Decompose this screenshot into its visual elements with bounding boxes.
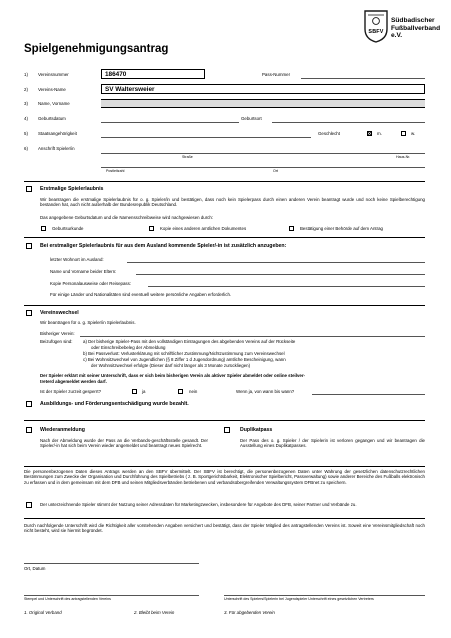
vereinswechsel-title: Vereinswechsel (40, 310, 79, 316)
pass-nummer-label: Pass-Nummer (262, 72, 291, 77)
gesperrt-nein-label: nein (189, 389, 198, 394)
ausland-checkbox[interactable] (26, 243, 32, 249)
geburtsdatum-line[interactable] (101, 122, 239, 123)
vereinswechsel-checkbox[interactable] (26, 310, 32, 316)
staatsangehoerigkeit-line[interactable] (101, 137, 311, 138)
verein-signature-line[interactable] (24, 595, 199, 596)
duplikatpass-checkbox[interactable] (224, 427, 230, 433)
pass-nummer-line[interactable] (301, 78, 425, 79)
copy-verein: 2. Bleibt beim Verein (134, 610, 175, 615)
section-divider (24, 237, 425, 238)
spieler-signature-label: Unterschrift des Spielers/Spielerin bei Jugendspieler Unterschrift eines gesetzlichen Vertreters (224, 597, 374, 601)
duplikatpass-title: Duplikatpass (240, 427, 273, 433)
geburtsort-line[interactable] (272, 122, 425, 123)
personalausweis-line[interactable] (148, 286, 425, 287)
duplikatpass-text: Der Pass des o. g. Spieler / der Spielerin ist verloren gegangen und wir beantragen die Ausstellung eines Duplikatpasses. (240, 438, 425, 449)
gesperrt-nein-checkbox[interactable] (178, 389, 183, 394)
geburtsurkunde-checkbox[interactable] (41, 226, 46, 231)
anlage-a-line1: a) Der bisherige Spieler-Pass mit den vollständigen Eintragungen des abgebenden Vereins auf der Rückseite (83, 339, 296, 344)
eltern-label: Name und Vorname beider Eltern: (50, 269, 117, 274)
row-number: 5) (24, 131, 28, 136)
sbfv-logo (363, 9, 389, 43)
name-vorname-label: Name, Vorname (38, 101, 70, 106)
anschrift-label: Anschrift Spieler/in (38, 146, 75, 151)
strasse-sublabel: Straße (182, 155, 193, 159)
gesperrt-ja-label: ja (142, 389, 146, 394)
name-vorname-field[interactable] (101, 99, 425, 108)
ausbildung-title: Ausbildungs- und Förderungsentschädigung wurde bezahlt. (40, 401, 189, 407)
verein-signature-label: Stempel und Unterschrift des antragstellenden Vereins (24, 597, 111, 601)
erstmalig-title: Erstmalige Spielerlaubnis (40, 186, 104, 192)
abmeldung-erklaerung-line1: Der Spieler erklärt mit seiner Unterschrift, dass er sich beim bisherigen Verein als aktiver Spieler abmeldet oder online steilver- (40, 373, 306, 378)
kopie-dokument-label: Kopie eines anderen amtlichen Dokumentes (160, 226, 247, 231)
staatsangehoerigkeit-label: Staatsangehörigkeit (38, 131, 77, 136)
wiederanmeldung-title: Wiederanmeldung (40, 427, 85, 433)
bisheriger-verein-label: Bisheriger Verein: (40, 331, 75, 336)
erstmalig-text: Wir beantragen die erstmalige Spielerlaubnis für o. g. Spieler/in und bestätigen, dass noch kein Spielerpass durch einen anderen Verein beantragt wurde und noch keine Spielberechtigung bestanden hat, auch nicht außerhalb der Bundesrepublik Deutschland. (40, 197, 425, 208)
gender-w-checkbox[interactable] (401, 131, 406, 136)
org-name-line2: Fußballverband e.V. (391, 25, 441, 40)
sperre-zeitraum-line[interactable] (312, 394, 425, 395)
geschlecht-label: Geschlecht (318, 131, 340, 136)
bestaetigung-text: Durch nachfolgende Unterschrift wird die Richtigkeit aller vorstehenden Angaben versichert und bestätigt, dass der Spieler Mitglied des antragstellenden Vereins ist. Soweit eine Vereinsmitgliedschaft noch nicht besteht, wird sie hiermit begründet. (24, 523, 425, 534)
ort-datum-label: Ort, Datum (24, 566, 46, 571)
marketing-consent-checkbox[interactable] (26, 502, 32, 508)
anlage-c-line2: der Wohnsitzwechsel erfolgte (Dieser darf nicht länger als 3 Monate zurückliegen) (91, 363, 251, 368)
section-divider (24, 518, 425, 519)
check-x-icon (367, 131, 372, 136)
personalausweis-label: Kopie Personalausweise oder Reisepass: (50, 281, 132, 286)
spieler-signature-line[interactable] (224, 595, 425, 596)
sbfv-shield-icon (363, 9, 389, 43)
geburtsort-label: Geburtsort (241, 116, 262, 121)
bestaetigung-behoerde-checkbox[interactable] (289, 226, 294, 231)
plz-sublabel: Postleitzahl (106, 169, 125, 173)
bestaetigung-behoerde-label: Bestätigung einer Behörde auf dem Antrag (300, 226, 383, 231)
vereinsnummer-field[interactable]: 186470 (101, 69, 205, 79)
org-name-line1: Südbadischer (391, 17, 435, 24)
gender-w-label: w. (411, 131, 416, 136)
geburtsdatum-label: Geburtsdatum (38, 116, 66, 121)
row-number: 6) (24, 146, 28, 151)
section-divider (24, 420, 425, 421)
vereinswechsel-text: Wir beantragen für o. g. Spieler/in Spielerlaubnis. (40, 320, 136, 325)
sperre-zeitraum-label: Wenn ja, von wann bis wann? (236, 389, 295, 394)
row-number: 2) (24, 87, 28, 92)
eltern-line[interactable] (136, 274, 425, 275)
plz-ort-line[interactable] (101, 167, 425, 168)
beizufuegen-label: Beizufügen sind: (40, 339, 73, 344)
geburtsurkunde-label: Geburtsurkunde (52, 226, 84, 231)
erstmalig-nachweis-text: Das angegebene Geburtsdatum und die Namensschreibweise wird nachgewiesen durch: (40, 215, 214, 220)
row-number: 1) (24, 72, 28, 77)
vereinsname-field[interactable]: SV Waltersweier (101, 84, 425, 94)
anlage-a-line2: oder Einschreibebeleg der Abmeldung (91, 345, 166, 350)
copy-abgebend: 3. Für abgebenden Verein (224, 610, 275, 615)
gender-m-label: m. (377, 131, 382, 136)
strasse-line[interactable] (101, 153, 425, 154)
page-title: Spielgenehmigungsantrag (24, 43, 169, 55)
bisheriger-verein-line[interactable] (80, 336, 425, 337)
marketing-consent-text: Der unterzeichnende Spieler stimmt der Nutzung seiner Adressdaten für Marketingzwecken, insbesondere für Angebote des DFB, seiner Partner und Verbände zu. (40, 502, 357, 507)
section-divider (24, 181, 425, 182)
gender-m-checkbox[interactable] (367, 131, 372, 136)
section-divider (24, 466, 425, 467)
ausbildung-checkbox[interactable] (26, 401, 32, 407)
anlage-b: b) Bei Passverlust: Verlusterklärung mit schriftlicher Zustimmung/Nichtzustimmung zum Vereinswechsel (83, 351, 285, 356)
wohnort-ausland-label: letzter Wohnort im Ausland: (50, 257, 104, 262)
kopie-dokument-checkbox[interactable] (149, 226, 154, 231)
ausland-hinweis: Für einige Länder und Nationalitäten sind eventuell weitere persönliche Angaben erforderlich. (50, 292, 232, 297)
logo-lettering: SBFV (368, 29, 384, 35)
row-number: 4) (24, 116, 28, 121)
gesperrt-label: Ist der Spieler zurzeit gesperrt? (40, 389, 102, 394)
erstmalig-checkbox[interactable] (26, 186, 32, 192)
datenschutz-text: Die personenbezogenen Daten dieses Antrags werden an den SBFV übermittelt. Der SBFV ist berechtigt, die personenbezogenen Daten unter Wahrung der gesetzlichen datenschutzrechtlichen Bestimmungen zum Zwecke der Organisation und Durchführung des Spielbetriebs ( z. B. Sportgerichtsbarkeit, Elektronischer Spielbericht, Passverwaltung) sowie anderer Bereiche des Fußballs elektronisch zu erfassen und in dem gemeinsam mit dem DFB und seinen Mitgliedsverbänden betriebenen und verbandsübergreifenden Verwaltungssystem DFBnet zu speichern. (24, 469, 425, 485)
vereinsnummer-label: Vereinsnummer (38, 72, 69, 77)
ort-datum-line[interactable] (24, 563, 199, 564)
abmeldung-erklaerung-line2: treterd abgemeldet werden darf. (40, 379, 107, 384)
ausland-title: Bei erstmaliger Spielerlaubnis für aus dem Ausland kommende Spieler/-in ist zusätzlich anzugeben: (40, 243, 287, 249)
wohnort-ausland-line[interactable] (127, 262, 425, 263)
wiederanmeldung-checkbox[interactable] (26, 427, 32, 433)
section-divider (24, 305, 425, 306)
hausnr-sublabel: Haus-Nr. (396, 155, 411, 159)
anlage-c-line1: c) Bei Wohnsitzwechsel von Jugendlichen (§ 8 Ziffer 1 d Jugendordnung) amtliche Bescheinigung, wann (83, 357, 286, 362)
ort-sublabel: Ort (273, 169, 278, 173)
copy-original: 1. Original Verband (24, 610, 62, 615)
row-number: 3) (24, 101, 28, 106)
vereinsname-label: Vereins-Name (38, 87, 66, 92)
gesperrt-ja-checkbox[interactable] (132, 389, 137, 394)
wiederanmeldung-text: Nach der Abmeldung wurde der Pass an die Verbands-geschäftsstelle gesandt. Der Spieler/-in hat sich beim Verein wieder angemeldet und beantragt neues Spielrecht. (40, 438, 208, 449)
